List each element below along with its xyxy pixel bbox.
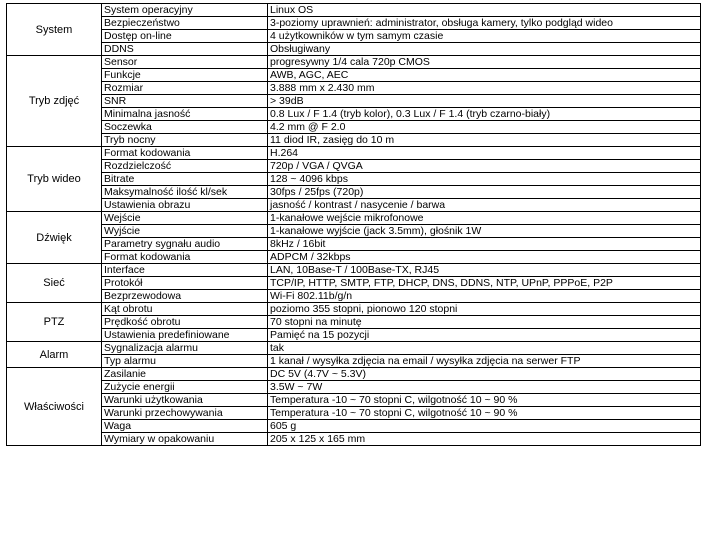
value-cell: DC 5V (4.7V ~ 5.3V) bbox=[268, 368, 701, 381]
value-cell: 720p / VGA / QVGA bbox=[268, 160, 701, 173]
value-cell: 605 g bbox=[268, 420, 701, 433]
table-row bbox=[7, 134, 701, 147]
value-cell: 3.888 mm x 2.430 mm bbox=[268, 82, 701, 95]
value-cell: 3.5W ~ 7W bbox=[268, 381, 701, 394]
table-row bbox=[7, 147, 701, 160]
parameter-cell: Prędkość obrotu bbox=[102, 316, 268, 329]
table-row bbox=[7, 186, 701, 199]
table-row bbox=[7, 95, 701, 108]
table-row bbox=[7, 342, 701, 355]
table-row bbox=[7, 251, 701, 264]
parameter-cell: Tryb nocny bbox=[102, 134, 268, 147]
table-row bbox=[7, 17, 701, 30]
value-cell: 0.8 Lux / F 1.4 (tryb kolor), 0.3 Lux / F 1.4 (tryb czarno-biały) bbox=[268, 108, 701, 121]
table-row bbox=[7, 173, 701, 186]
table-row bbox=[7, 303, 701, 316]
value-cell: Pamięć na 15 pozycji bbox=[268, 329, 701, 342]
value-cell: Wi-Fi 802.11b/g/n bbox=[268, 290, 701, 303]
parameter-cell: Wymiary w opakowaniu bbox=[102, 433, 268, 446]
table-row bbox=[7, 225, 701, 238]
category-cell: Sieć bbox=[7, 264, 102, 303]
value-cell: 4 użytkowników w tym samym czasie bbox=[268, 30, 701, 43]
table-row bbox=[7, 238, 701, 251]
parameter-cell: Waga bbox=[102, 420, 268, 433]
table-row bbox=[7, 43, 701, 56]
parameter-cell: Sensor bbox=[102, 56, 268, 69]
parameter-cell: Protokół bbox=[102, 277, 268, 290]
value-cell: > 39dB bbox=[268, 95, 701, 108]
table-row bbox=[7, 394, 701, 407]
value-cell: 1 kanał / wysyłka zdjęcia na email / wysyłka zdjęcia na serwer FTP bbox=[268, 355, 701, 368]
table-row bbox=[7, 420, 701, 433]
value-cell: H.264 bbox=[268, 147, 701, 160]
category-cell: PTZ bbox=[7, 303, 102, 342]
value-cell: poziomo 355 stopni, pionowo 120 stopni bbox=[268, 303, 701, 316]
table-row bbox=[7, 381, 701, 394]
parameter-cell: Ustawienia predefiniowane bbox=[102, 329, 268, 342]
spec-table-body bbox=[7, 4, 701, 446]
value-cell: Obsługiwany bbox=[268, 43, 701, 56]
parameter-cell: Parametry sygnału audio bbox=[102, 238, 268, 251]
table-row bbox=[7, 212, 701, 225]
parameter-cell: Zasilanie bbox=[102, 368, 268, 381]
parameter-cell: Format kodowania bbox=[102, 147, 268, 160]
value-cell: ADPCM / 32kbps bbox=[268, 251, 701, 264]
table-row bbox=[7, 264, 701, 277]
value-cell: 8kHz / 16bit bbox=[268, 238, 701, 251]
value-cell: Linux OS bbox=[268, 4, 701, 17]
value-cell: TCP/IP, HTTP, SMTP, FTP, DHCP, DNS, DDNS, NTP, UPnP, PPPoE, P2P bbox=[268, 277, 701, 290]
table-row bbox=[7, 108, 701, 121]
parameter-cell: SNR bbox=[102, 95, 268, 108]
category-cell: Dźwięk bbox=[7, 212, 102, 264]
parameter-cell: System operacyjny bbox=[102, 4, 268, 17]
table-row bbox=[7, 160, 701, 173]
spec-table bbox=[6, 3, 701, 446]
value-cell: 70 stopni na minutę bbox=[268, 316, 701, 329]
value-cell: 1-kanałowe wyjście (jack 3.5mm), głośnik 1W bbox=[268, 225, 701, 238]
value-cell: progresywny 1/4 cala 720p CMOS bbox=[268, 56, 701, 69]
table-row bbox=[7, 30, 701, 43]
value-cell: 1-kanałowe wejście mikrofonowe bbox=[268, 212, 701, 225]
table-row bbox=[7, 199, 701, 212]
category-cell: System bbox=[7, 4, 102, 56]
value-cell: AWB, AGC, AEC bbox=[268, 69, 701, 82]
parameter-cell: Rozmiar bbox=[102, 82, 268, 95]
value-cell: 11 diod IR, zasięg do 10 m bbox=[268, 134, 701, 147]
value-cell: 3-poziomy uprawnień: administrator, obsługa kamery, tylko podgląd wideo bbox=[268, 17, 701, 30]
table-row bbox=[7, 290, 701, 303]
parameter-cell: Ustawienia obrazu bbox=[102, 199, 268, 212]
parameter-cell: Interface bbox=[102, 264, 268, 277]
table-row bbox=[7, 355, 701, 368]
table-row bbox=[7, 4, 701, 17]
table-row bbox=[7, 316, 701, 329]
parameter-cell: Warunki przechowywania bbox=[102, 407, 268, 420]
table-row bbox=[7, 277, 701, 290]
parameter-cell: Bitrate bbox=[102, 173, 268, 186]
parameter-cell: Zużycie energii bbox=[102, 381, 268, 394]
parameter-cell: Wejście bbox=[102, 212, 268, 225]
parameter-cell: Soczewka bbox=[102, 121, 268, 134]
table-row bbox=[7, 82, 701, 95]
parameter-cell: Bezprzewodowa bbox=[102, 290, 268, 303]
table-row bbox=[7, 69, 701, 82]
parameter-cell: Dostęp on-line bbox=[102, 30, 268, 43]
value-cell: jasność / kontrast / nasycenie / barwa bbox=[268, 199, 701, 212]
parameter-cell: Funkcje bbox=[102, 69, 268, 82]
value-cell: LAN, 10Base-T / 100Base-TX, RJ45 bbox=[268, 264, 701, 277]
value-cell: 128 ~ 4096 kbps bbox=[268, 173, 701, 186]
category-cell: Właściwości bbox=[7, 368, 102, 446]
table-row bbox=[7, 368, 701, 381]
parameter-cell: Bezpieczeństwo bbox=[102, 17, 268, 30]
value-cell: 205 x 125 x 165 mm bbox=[268, 433, 701, 446]
table-row bbox=[7, 121, 701, 134]
parameter-cell: Warunki użytkowania bbox=[102, 394, 268, 407]
parameter-cell: Maksymalność ilość kl/sek bbox=[102, 186, 268, 199]
parameter-cell: Sygnalizacja alarmu bbox=[102, 342, 268, 355]
value-cell: 30fps / 25fps (720p) bbox=[268, 186, 701, 199]
parameter-cell: DDNS bbox=[102, 43, 268, 56]
value-cell: Temperatura -10 ~ 70 stopni C, wilgotność 10 ~ 90 % bbox=[268, 407, 701, 420]
parameter-cell: Kąt obrotu bbox=[102, 303, 268, 316]
value-cell: tak bbox=[268, 342, 701, 355]
parameter-cell: Rozdzielczość bbox=[102, 160, 268, 173]
parameter-cell: Format kodowania bbox=[102, 251, 268, 264]
category-cell: Tryb wideo bbox=[7, 147, 102, 212]
value-cell: 4.2 mm @ F 2.0 bbox=[268, 121, 701, 134]
parameter-cell: Minimalna jasność bbox=[102, 108, 268, 121]
table-row bbox=[7, 433, 701, 446]
category-cell: Alarm bbox=[7, 342, 102, 368]
parameter-cell: Wyjście bbox=[102, 225, 268, 238]
table-row bbox=[7, 329, 701, 342]
table-row bbox=[7, 56, 701, 69]
category-cell: Tryb zdjęć bbox=[7, 56, 102, 147]
parameter-cell: Typ alarmu bbox=[102, 355, 268, 368]
value-cell: Temperatura -10 ~ 70 stopni C, wilgotność 10 ~ 90 % bbox=[268, 394, 701, 407]
table-row bbox=[7, 407, 701, 420]
